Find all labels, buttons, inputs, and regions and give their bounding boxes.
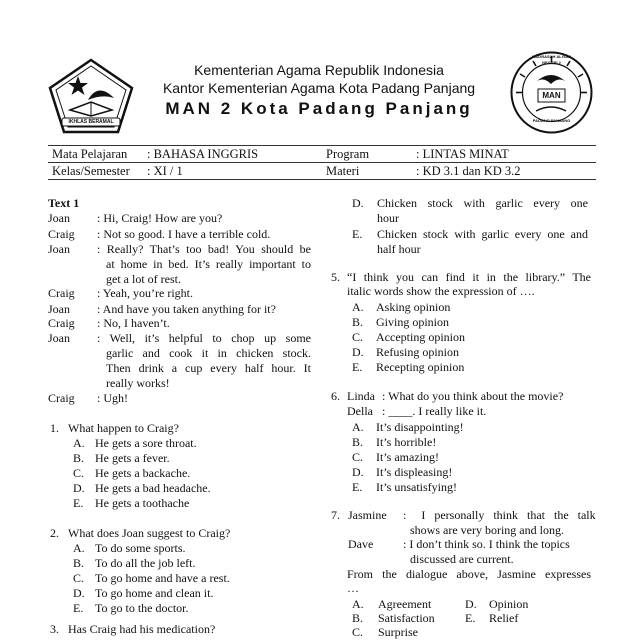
q4-option-text[interactable]: Chicken stock with garlic every one (377, 196, 588, 210)
right-logo-bottom-text: PADANG PANJANG (532, 118, 571, 123)
q5-option-letter: C. (352, 330, 364, 344)
class-label: Kelas/Semester (52, 164, 130, 178)
q6-option-text[interactable]: It’s displeasing! (376, 465, 453, 479)
dialogue-text-cont: garlic and cook it in chicken stock. (106, 346, 311, 360)
office-line: Kantor Kementerian Agama Kota Padang Panjang (162, 80, 476, 96)
q2-option-letter: C. (73, 571, 85, 585)
q2-option-letter: B. (73, 556, 85, 570)
material-label: Materi (326, 164, 360, 178)
q7-question: From the dialogue above, Jasmine expresses (347, 567, 591, 581)
top-divider (48, 145, 596, 146)
q7-option-text[interactable]: Surprise (378, 625, 418, 639)
q2-option-text[interactable]: To do all the job left. (95, 556, 196, 570)
q5-option-text[interactable]: Refusing opinion (376, 345, 459, 359)
subject-label: Mata Pelajaran (52, 147, 128, 161)
school-title: MAN 2 Kota Padang Panjang (165, 99, 473, 118)
q2-number: 2. (50, 526, 59, 540)
dialogue-text: : No, I haven’t. (97, 316, 170, 330)
q1-option-text[interactable]: He gets a bad headache. (95, 481, 211, 495)
dialogue-speaker: Craig (48, 286, 75, 300)
q7-option-text[interactable]: Satisfaction (378, 611, 435, 625)
q6-option-letter: B. (352, 435, 364, 449)
q7-option-letter: C. (352, 625, 364, 639)
q7-question-cont: … (347, 581, 359, 595)
material-value: : KD 3.1 dan KD 3.2 (416, 164, 521, 178)
q1-option-text[interactable]: He gets a toothache (95, 496, 190, 510)
dialogue-text: : Not so good. I have a terrible cold. (97, 227, 271, 241)
q5-option-letter: E. (352, 360, 363, 374)
right-logo-top-text: MADRASAH ALIYAH NEGERI 2 (532, 54, 571, 65)
subject-value: : BAHASA INGGRIS (147, 147, 259, 161)
q2-option-text[interactable]: To go home and have a rest. (95, 571, 230, 585)
q4-option-text-cont: half hour (377, 242, 421, 256)
q6-speaker: Della (347, 404, 373, 418)
q7-option-text[interactable]: Opinion (489, 597, 529, 611)
q6-option-text[interactable]: It’s disappointing! (376, 420, 464, 434)
dialogue-speaker: Craig (48, 316, 75, 330)
dialogue-text-cont: get a lot of rest. (106, 272, 181, 286)
q5-number: 5. (331, 270, 340, 284)
q2-text: What does Joan suggest to Craig? (68, 526, 231, 540)
q4-option-letter: D. (352, 196, 364, 210)
q7-option-text[interactable]: Agreement (378, 597, 432, 611)
dialogue-speaker: Craig (48, 227, 75, 241)
q5-text-cont: italic words show the expression of …. (347, 284, 535, 298)
q4-option-letter: E. (352, 227, 363, 241)
q6-number: 6. (331, 389, 340, 403)
q7-option-letter: B. (352, 611, 364, 625)
dialogue-text: : Yeah, you’re right. (97, 286, 193, 300)
q6-option-letter: A. (352, 420, 364, 434)
bottom-divider (48, 179, 596, 180)
dialogue-speaker: Joan (48, 302, 70, 316)
q3-number: 3. (50, 622, 59, 636)
q1-option-letter: C. (73, 466, 85, 480)
q7-option-letter: A. (352, 597, 364, 611)
q2-option-text[interactable]: To go home and clean it. (95, 586, 214, 600)
dialogue-text: : Ugh! (97, 391, 128, 405)
q5-option-text[interactable]: Accepting opinion (376, 330, 465, 344)
q7-speaker: Dave (348, 537, 374, 551)
program-label: Program (326, 147, 370, 161)
q5-option-letter: A. (352, 300, 364, 314)
q1-option-text[interactable]: He gets a backache. (95, 466, 191, 480)
q6-option-text[interactable]: It’s amazing! (376, 450, 439, 464)
info-divider (48, 162, 596, 163)
q2-option-text[interactable]: To go to the doctor. (95, 601, 189, 615)
q7-speaker: Jasmine (348, 508, 387, 522)
q6-option-letter: E. (352, 480, 363, 494)
dialogue-text: : Well, it’s helpful to chop up some (97, 331, 311, 345)
q2-option-letter: E. (73, 601, 84, 615)
q5-option-text[interactable]: Recepting opinion (376, 360, 465, 374)
program-value: : LINTAS MINAT (416, 147, 509, 161)
q1-option-letter: D. (73, 481, 85, 495)
q7-text: : I don’t think so. I think the topics (403, 537, 570, 551)
q7-number: 7. (331, 508, 340, 522)
q5-text: “I think you can find it in the library.” The (347, 270, 591, 284)
q5-option-text[interactable]: Giving opinion (376, 315, 450, 329)
dialogue-text: : Really? That’s too bad! You should be (97, 242, 311, 256)
q7-option-letter: D. (465, 597, 477, 611)
q1-option-text[interactable]: He gets a sore throat. (95, 436, 197, 450)
left-logo-text: IKHLAS BERAMAL (68, 119, 114, 125)
dialogue-speaker: Joan (48, 242, 70, 256)
q1-option-text[interactable]: He gets a fever. (95, 451, 170, 465)
q1-number: 1. (50, 421, 59, 435)
q7-option-letter: E. (465, 611, 476, 625)
dialogue-speaker: Joan (48, 331, 70, 345)
q2-option-letter: A. (73, 541, 85, 555)
dialogue-text: : And have you taken anything for it? (97, 302, 276, 316)
q6-text: : ____. I really like it. (382, 404, 487, 418)
q7-option-text[interactable]: Relief (489, 611, 519, 625)
q7-text: : I personally think that the talk (403, 508, 596, 522)
q5-option-letter: D. (352, 345, 364, 359)
q1-option-letter: E. (73, 496, 84, 510)
right-logo-center-text: MAN (542, 91, 561, 100)
q3-text: Has Craig had his medication? (68, 622, 216, 636)
q5-option-text[interactable]: Asking opinion (376, 300, 451, 314)
dialogue-speaker: Joan (48, 211, 70, 225)
q1-option-letter: B. (73, 451, 85, 465)
q6-option-text[interactable]: It’s horrible! (376, 435, 437, 449)
dialogue-text-cont: Then drink a cup every half hour. It (106, 361, 311, 375)
q6-option-letter: C. (352, 450, 364, 464)
q2-option-text[interactable]: To do some sports. (95, 541, 186, 555)
dialogue-text: : Hi, Craig! How are you? (97, 211, 223, 225)
q7-text-cont: shows are very boring and long. (410, 523, 564, 537)
q4-option-text-cont: hour (377, 211, 399, 225)
q6-option-text[interactable]: It’s unsatisfying! (376, 480, 457, 494)
class-value: : XI / 1 (147, 164, 183, 178)
text1-title: Text 1 (48, 196, 80, 210)
q6-text: : What do you think about the movie? (382, 389, 564, 403)
q5-option-letter: B. (352, 315, 364, 329)
dialogue-text-cont: at home in bed. It’s really important to (106, 257, 311, 271)
q6-option-letter: D. (352, 465, 364, 479)
q1-text: What happen to Craig? (68, 421, 179, 435)
q6-speaker: Linda (347, 389, 375, 403)
q2-option-letter: D. (73, 586, 85, 600)
ministry-line: Kementerian Agama Republik Indonesia (194, 62, 444, 78)
dialogue-speaker: Craig (48, 391, 75, 405)
q7-text-cont: discussed are current. (410, 552, 514, 566)
q1-option-letter: A. (73, 436, 85, 450)
dialogue-text-cont: really works! (106, 376, 170, 390)
q4-option-text[interactable]: Chicken stock with garlic every one and (377, 227, 588, 241)
